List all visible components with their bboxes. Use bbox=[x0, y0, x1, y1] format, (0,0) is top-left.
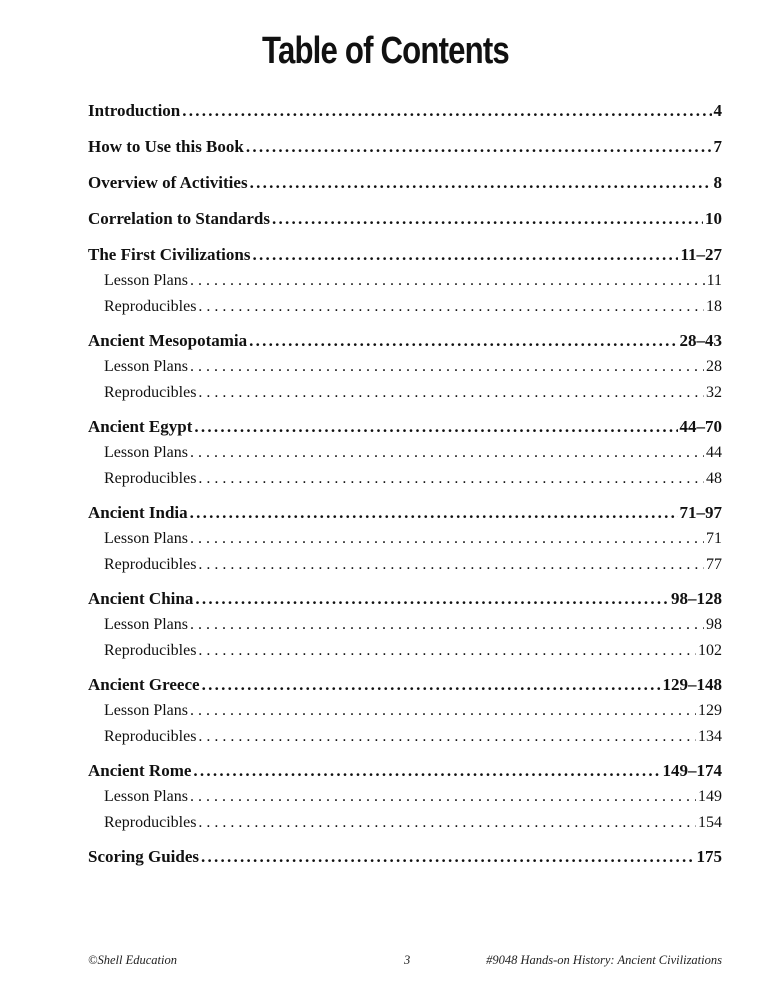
toc-sub-page: 28 bbox=[706, 358, 722, 375]
toc-entry-overview bbox=[88, 170, 722, 196]
toc-sub-label: Reproducibles bbox=[104, 384, 197, 401]
toc-section-egypt bbox=[88, 414, 722, 440]
toc-entry-page: 4 bbox=[713, 101, 722, 120]
dot-leader bbox=[190, 526, 704, 552]
toc-sub-label: Reproducibles bbox=[104, 556, 197, 573]
dot-leader bbox=[190, 784, 696, 810]
toc-sub-label: Reproducibles bbox=[104, 728, 197, 745]
toc-sub-page: 149 bbox=[698, 788, 722, 805]
footer-page-number: 3 bbox=[404, 953, 411, 967]
dot-leader bbox=[252, 242, 678, 268]
dot-leader bbox=[190, 268, 705, 294]
dot-leader bbox=[246, 134, 712, 160]
footer-publisher: ©Shell Education bbox=[88, 953, 177, 967]
dot-leader bbox=[201, 844, 695, 870]
toc-entry-correlation bbox=[88, 206, 722, 232]
toc-sub-entry bbox=[88, 638, 722, 664]
toc-sub-entry bbox=[88, 354, 722, 380]
dot-leader bbox=[190, 440, 704, 466]
toc-section-label: Ancient India bbox=[88, 503, 188, 522]
toc-sub-label: Lesson Plans bbox=[104, 272, 188, 289]
toc-sub-entry bbox=[88, 380, 722, 406]
toc-section-label: Ancient China bbox=[88, 589, 194, 608]
toc-sub-label: Reproducibles bbox=[104, 642, 197, 659]
toc-sub-entry bbox=[88, 466, 722, 492]
toc-sub-page: 71 bbox=[706, 530, 722, 547]
dot-leader bbox=[198, 466, 704, 492]
toc-entry-page: 7 bbox=[713, 137, 722, 156]
toc-section-greece bbox=[88, 672, 722, 698]
toc-entry-label: Overview of Activities bbox=[88, 173, 248, 192]
toc-sub-entry bbox=[88, 784, 722, 810]
toc-section-label: Ancient Mesopotamia bbox=[88, 331, 248, 350]
table-of-contents bbox=[88, 98, 722, 870]
dot-leader bbox=[193, 758, 660, 784]
page-title: Table of Contents bbox=[262, 30, 509, 72]
toc-entry-label: Introduction bbox=[88, 101, 181, 120]
toc-entry-label: How to Use this Book bbox=[88, 137, 244, 156]
dot-leader bbox=[250, 170, 712, 196]
dot-leader bbox=[195, 586, 669, 612]
toc-sub-label: Lesson Plans bbox=[104, 530, 188, 547]
toc-section-pages: 28–43 bbox=[679, 331, 722, 350]
toc-entry-label: Correlation to Standards bbox=[88, 209, 270, 228]
toc-section-first-civilizations bbox=[88, 242, 722, 268]
toc-sub-entry bbox=[88, 526, 722, 552]
toc-section-rome bbox=[88, 758, 722, 784]
toc-sub-entry bbox=[88, 724, 722, 750]
toc-section-label: Ancient Greece bbox=[88, 675, 200, 694]
toc-section-label: Ancient Egypt bbox=[88, 417, 193, 436]
toc-section-china bbox=[88, 586, 722, 612]
dot-leader bbox=[249, 328, 677, 354]
toc-sub-page: 134 bbox=[698, 728, 722, 745]
toc-section-label: The First Civilizations bbox=[88, 245, 251, 264]
toc-section-label: Ancient Rome bbox=[88, 761, 192, 780]
toc-sub-page: 48 bbox=[706, 470, 722, 487]
dot-leader bbox=[202, 672, 661, 698]
dot-leader bbox=[272, 206, 703, 232]
dot-leader bbox=[190, 612, 704, 638]
toc-sub-page: 44 bbox=[706, 444, 722, 461]
toc-sub-label: Reproducibles bbox=[104, 298, 197, 315]
dot-leader bbox=[198, 638, 696, 664]
dot-leader bbox=[198, 724, 696, 750]
toc-sub-page: 98 bbox=[706, 616, 722, 633]
toc-entry-page: 8 bbox=[713, 173, 722, 192]
toc-sub-label: Reproducibles bbox=[104, 470, 197, 487]
dot-leader bbox=[190, 500, 678, 526]
toc-section-pages: 129–148 bbox=[662, 675, 722, 694]
toc-sub-page: 32 bbox=[706, 384, 722, 401]
toc-sub-page: 18 bbox=[706, 298, 722, 315]
toc-section-mesopotamia bbox=[88, 328, 722, 354]
dot-leader bbox=[182, 98, 711, 124]
dot-leader bbox=[194, 414, 677, 440]
toc-entry-page: 175 bbox=[696, 847, 722, 866]
toc-sub-page: 11 bbox=[706, 272, 722, 289]
toc-sub-page: 77 bbox=[706, 556, 722, 573]
toc-entry-scoring-guides bbox=[88, 844, 722, 870]
toc-sub-page: 154 bbox=[698, 814, 722, 831]
toc-section-pages: 44–70 bbox=[679, 417, 722, 436]
toc-sub-entry bbox=[88, 612, 722, 638]
toc-sub-entry bbox=[88, 294, 722, 320]
toc-sub-entry bbox=[88, 810, 722, 836]
toc-sub-page: 129 bbox=[698, 702, 722, 719]
toc-section-india bbox=[88, 500, 722, 526]
dot-leader bbox=[198, 294, 704, 320]
toc-section-pages: 98–128 bbox=[671, 589, 722, 608]
toc-sub-label: Lesson Plans bbox=[104, 616, 188, 633]
toc-sub-label: Lesson Plans bbox=[104, 358, 188, 375]
toc-entry-label: Scoring Guides bbox=[88, 847, 199, 866]
dot-leader bbox=[190, 354, 704, 380]
toc-sub-label: Lesson Plans bbox=[104, 788, 188, 805]
toc-entry-introduction bbox=[88, 98, 722, 124]
dot-leader bbox=[198, 552, 704, 578]
toc-entry-page: 10 bbox=[705, 209, 722, 228]
dot-leader bbox=[198, 380, 704, 406]
dot-leader bbox=[198, 810, 696, 836]
toc-section-pages: 149–174 bbox=[662, 761, 722, 780]
toc-sub-entry bbox=[88, 552, 722, 578]
footer-book-title: #9048 Hands-on History: Ancient Civilizations bbox=[486, 953, 722, 967]
toc-entry-how-to-use bbox=[88, 134, 722, 160]
toc-sub-label: Lesson Plans bbox=[104, 444, 188, 461]
toc-sub-entry bbox=[88, 698, 722, 724]
toc-sub-label: Lesson Plans bbox=[104, 702, 188, 719]
toc-sub-entry bbox=[88, 440, 722, 466]
toc-section-pages: 71–97 bbox=[679, 503, 722, 522]
toc-sub-page: 102 bbox=[698, 642, 722, 659]
toc-section-pages: 11–27 bbox=[680, 245, 722, 264]
toc-sub-label: Reproducibles bbox=[104, 814, 197, 831]
toc-sub-entry bbox=[88, 268, 722, 294]
dot-leader bbox=[190, 698, 696, 724]
